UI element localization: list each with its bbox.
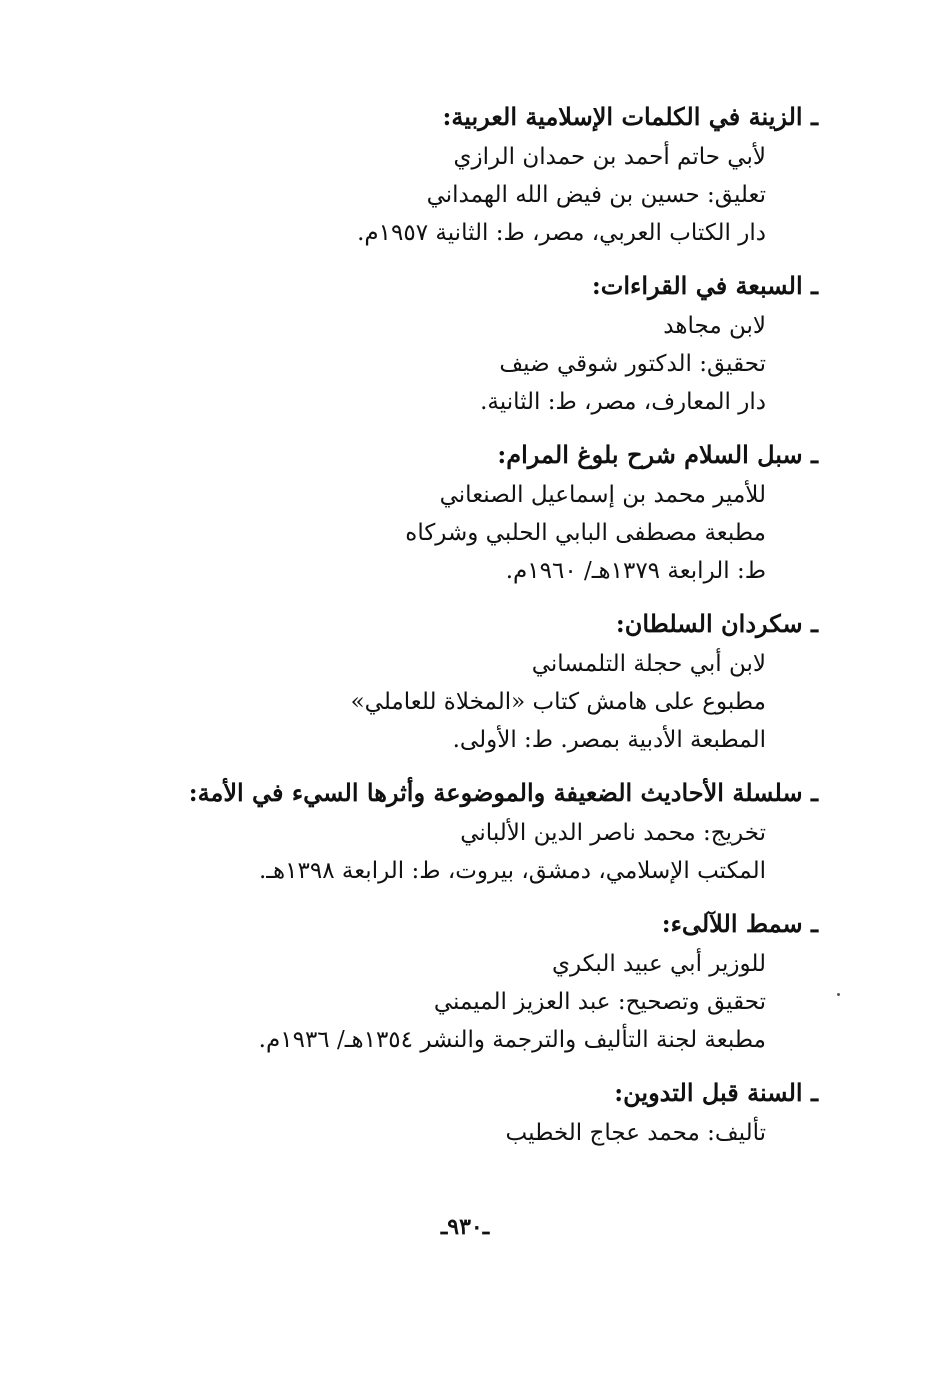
entry-detail-line: دار الكتاب العربي، مصر، ط: الثانية ١٩٥٧م. (357, 220, 766, 246)
entry-title: ـ سبل السلام شرح بلوغ المرام: (497, 440, 818, 469)
entry-detail-line: لابن أبي حجلة التلمساني (531, 651, 766, 677)
entry-detail-line: تحقيق: الدكتور شوقي ضيف (499, 351, 766, 377)
entry-detail-line: لابن مجاهد (663, 313, 766, 339)
entry-title: ـ سمط اللآلىء: (661, 909, 818, 938)
entry-detail-line: للوزير أبي عبيد البكري (551, 951, 766, 977)
entry-detail-line: مطبعة مصطفى البابي الحلبي وشركاه (405, 520, 766, 546)
entry-title: ـ السبعة في القراءات: (591, 271, 818, 300)
bibliography-entry (118, 434, 818, 590)
entry-detail-line: لأبي حاتم أحمد بن حمدان الرازي (453, 144, 766, 170)
entry-detail-line: تأليف: محمد عجاج الخطيب (505, 1120, 766, 1146)
entry-title: ـ السنة قبل التدوين: (614, 1078, 818, 1107)
entry-detail-line: تخريج: محمد ناصر الدين الألباني (460, 820, 766, 846)
entry-detail-line: المكتب الإسلامي، دمشق، بيروت، ط: الرابعة ١٣٩٨هـ. (258, 858, 766, 884)
entry-detail-line: المطبعة الأدبية بمصر. ط: الأولى. (452, 727, 766, 753)
entry-detail-line: دار المعارف، مصر، ط: الثانية. (480, 389, 766, 415)
bibliography-entry (118, 265, 818, 421)
bibliography-list (118, 96, 818, 1165)
entry-title: ـ سكردان السلطان: (615, 609, 818, 638)
entry-title: ـ سلسلة الأحاديث الضعيفة والموضوعة وأثرها السيء في الأمة: (188, 778, 818, 807)
entry-detail-line: ط: الرابعة ١٣٧٩هـ/ ١٩٦٠م. (505, 558, 766, 584)
bibliography-entry (118, 772, 818, 890)
bibliography-entry (118, 603, 818, 759)
bibliography-entry (118, 903, 818, 1059)
scan-speck (837, 993, 840, 996)
bibliography-entry (118, 96, 818, 252)
entry-detail-line: مطبعة لجنة التأليف والترجمة والنشر ١٣٥٤هـ/ ١٩٣٦م. (258, 1027, 766, 1053)
entry-detail-line: للأمير محمد بن إسماعيل الصنعاني (439, 482, 766, 508)
page-number: ـ٩٣٠ـ (440, 1214, 490, 1240)
entry-detail-line: مطبوع على هامش كتاب «المخلاة للعاملي» (350, 689, 766, 715)
entry-title: ـ الزينة في الكلمات الإسلامية العربية: (442, 102, 818, 131)
entry-detail-line: تعليق: حسين بن فيض الله الهمداني (426, 182, 766, 208)
entry-detail-line: تحقيق وتصحيح: عبد العزيز الميمني (433, 989, 766, 1015)
bibliography-entry (118, 1072, 818, 1152)
